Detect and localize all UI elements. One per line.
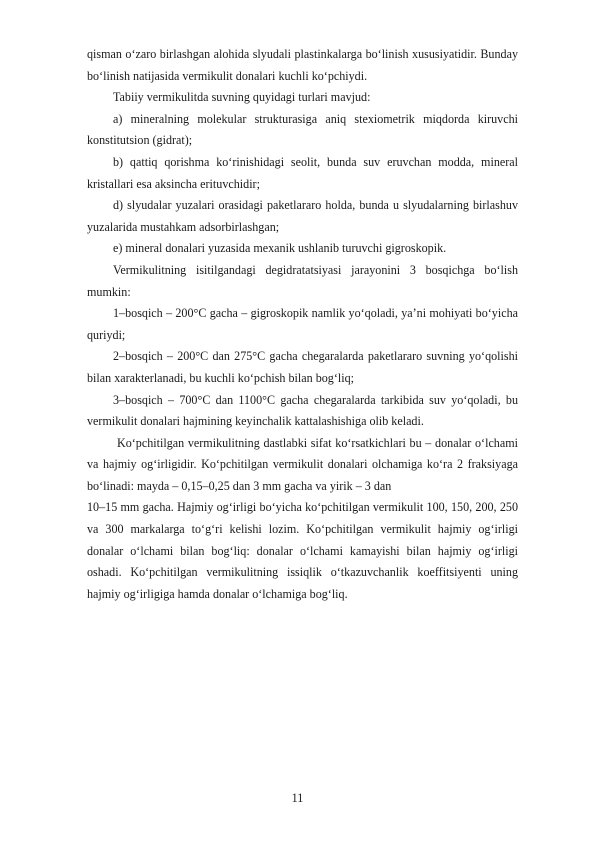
stage-3: 3–bosqich – 700°C dan 1100°C gacha chegaralarda tarkibida suv yoʻqoladi, bu vermikulit donalari hajmining keyinchalik kattalashishiga olib keladi. — [87, 392, 518, 429]
list-item-e: e) mineral donalari yuzasida mexanik ushlanib turuvchi gigroskopik. — [113, 241, 447, 256]
stage-2: 2–bosqich – 200°C dan 275°C gacha chegaralarda paketlararo suvning yoʻqolishi bilan xarakterlanadi, bu kuchli koʻpchish bilan bogʻliq; — [87, 349, 518, 385]
paragraph-continuation: qisman oʻzaro birlashgan alohida slyudali plastinkalarga boʻlinish xususiyatidir. Bunday boʻlinish natijasida vermikulit donalari kuchli koʻpchiydi. — [87, 47, 518, 83]
page-number: 11 — [291, 791, 304, 805]
paragraph-density-grades: 10–15 mm gacha. Hajmiy ogʻirligi boʻyicha koʻpchitilgan vermikulit 100, 150, 200, 250 va 300 markalarga toʻgʻri kelishi lozim. Koʻpchitilgan vermikulit hajmiy ogʻirligi donalar oʻlchami bilan bogʻliq: donalar oʻlchami kamayishi bilan hajmiy ogʻirligi oshadi. Koʻpchitilgan vermikulitning issiqlik oʻtkazuvchanlik koeffitsiyenti uning hajmiy ogʻirligiga hamda donalar oʻlchamiga bogʻliq. — [87, 500, 518, 601]
paragraph-water-types-intro: Tabiiy vermikulitda suvning quyidagi turlari mavjud: — [113, 90, 371, 105]
list-item-a: a) mineralning molekular strukturasiga aniq stexiometrik miqdorda kiruvchi konstitutsion (gidrat); — [87, 111, 518, 148]
list-item-d: d) slyudalar yuzalari orasidagi paketlararo holda, bunda u slyudalarning birlashuv yuzalarida mustahkam adsorbirlashgan; — [87, 198, 518, 234]
list-item-b: b) qattiq qorishma koʻrinishidagi seolit, bunda suv eruvchan modda, mineral kristallari esa aksincha erituvchidir; — [87, 154, 518, 191]
paragraph-dehydration-intro: Vermikulitning isitilgandagi degidratatsiyasi jarayonini 3 bosqichga boʻlish mumkin: — [87, 262, 518, 299]
body-text — [87, 44, 518, 605]
stage-1: 1–bosqich – 200°C gacha – gigroskopik namlik yoʻqoladi, ya’ni mohiyati boʻyicha quriydi; — [87, 306, 518, 342]
paragraph-quality-indicators: Koʻpchitilgan vermikulitning dastlabki sifat koʻrsatkichlari bu – donalar oʻlchami va hajmiy ogʻirligidir. Koʻpchitilgan vermikulit donalari olchamiga koʻra 2 fraksiyaga boʻlinadi: mayda – 0,15–0,25 dan 3 mm gacha va yirik – 3 dan — [87, 435, 518, 493]
